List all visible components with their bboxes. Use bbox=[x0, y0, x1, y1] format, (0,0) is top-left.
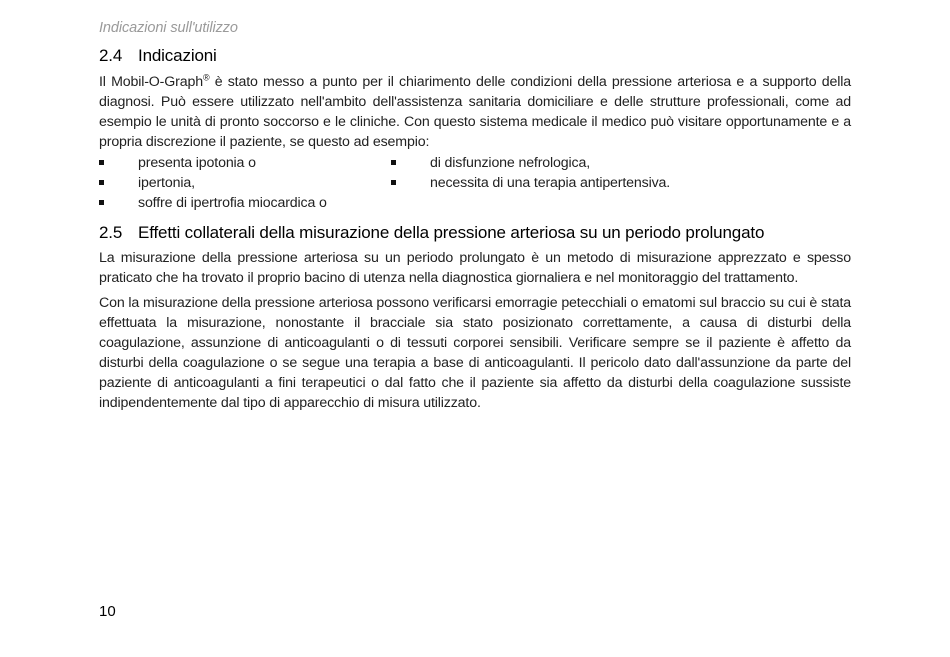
section-2-5 bbox=[99, 223, 851, 413]
page-number: 10 bbox=[99, 603, 116, 620]
section-heading-2-4 bbox=[99, 46, 851, 66]
list-item bbox=[99, 153, 327, 173]
list-item-text: di disfunzione nefrologica, bbox=[430, 155, 591, 171]
section-number: 2.5 bbox=[99, 223, 123, 242]
indication-bullet-list bbox=[99, 153, 851, 215]
intro-text-start: Il Mobil-O-Graph bbox=[99, 74, 203, 90]
bullet-square-icon bbox=[99, 200, 104, 205]
intro-text-rest: è stato messo a punto per il chiarimento delle condizioni della pressione arteriosa e a supporto della diagnosi. Può essere utilizzato nell'ambito dell'assistenza sanitaria domiciliare e delle strutture professionali, come ad esempio le unità di pronto soccorso e le cliniche. Con questo sistema medicale il medico può visitare opportunamente e a propria discrezione il paziente, se questo ad esempio: bbox=[99, 74, 851, 150]
side-effects-paragraph-2: Con la misurazione della pressione arteriosa possono verificarsi emorragie petecchiali o ematomi sul braccio su cui è stata effettuata la misurazione, nonostante il bracciale sia stato posizionato correttamente, a causa di disturbi della coagulazione, assunzione di anticoagulanti o di tessuti corporei sensibili. Verificare sempre se il paziente è affetto da disturbi della coagulazione o se segue una terapia a base di anticoagulanti. Il pericolo dato dall'assunzione da parte del paziente di anticoagulanti a fini terapeutici o dal fatto che il paziente sia affetto da disturbi della coagulazione sussiste indipendentemente dal tipo di apparecchio di misura utilizzato. bbox=[99, 295, 851, 411]
section-title: Indicazioni bbox=[138, 46, 217, 65]
bullet-square-icon bbox=[391, 180, 396, 185]
bullet-column-left bbox=[99, 153, 327, 213]
list-item-text: presenta ipotonia o bbox=[138, 155, 256, 171]
section-number: 2.4 bbox=[99, 46, 123, 65]
bullet-column-right bbox=[391, 153, 670, 193]
intro-paragraph bbox=[99, 72, 851, 152]
list-item bbox=[391, 173, 670, 193]
section-title: Effetti collaterali della misurazione della pressione arteriosa su un periodo prolungato bbox=[138, 223, 765, 242]
section-heading-2-5 bbox=[99, 223, 851, 243]
bullet-square-icon bbox=[391, 160, 396, 165]
bullet-square-icon bbox=[99, 180, 104, 185]
running-header: Indicazioni sull'utilizzo bbox=[99, 20, 238, 36]
list-item-text: soffre di ipertrofia miocardica o bbox=[138, 195, 327, 211]
section-2-4 bbox=[99, 46, 851, 152]
registered-mark: ® bbox=[202, 72, 210, 83]
list-item-text: necessita di una terapia antipertensiva. bbox=[430, 175, 671, 191]
list-item-text: ipertonia, bbox=[138, 175, 195, 191]
list-item bbox=[99, 193, 327, 213]
list-item bbox=[391, 153, 670, 173]
list-item bbox=[99, 173, 327, 193]
bullet-square-icon bbox=[99, 160, 104, 165]
side-effects-paragraph-1: La misurazione della pressione arteriosa su un periodo prolungato è un metodo di misurazione apprezzato e spesso praticato che ha trovato il proprio bacino di utenza nella diagnostica giornaliera e nel monitoraggio del trattamento. bbox=[99, 250, 851, 286]
